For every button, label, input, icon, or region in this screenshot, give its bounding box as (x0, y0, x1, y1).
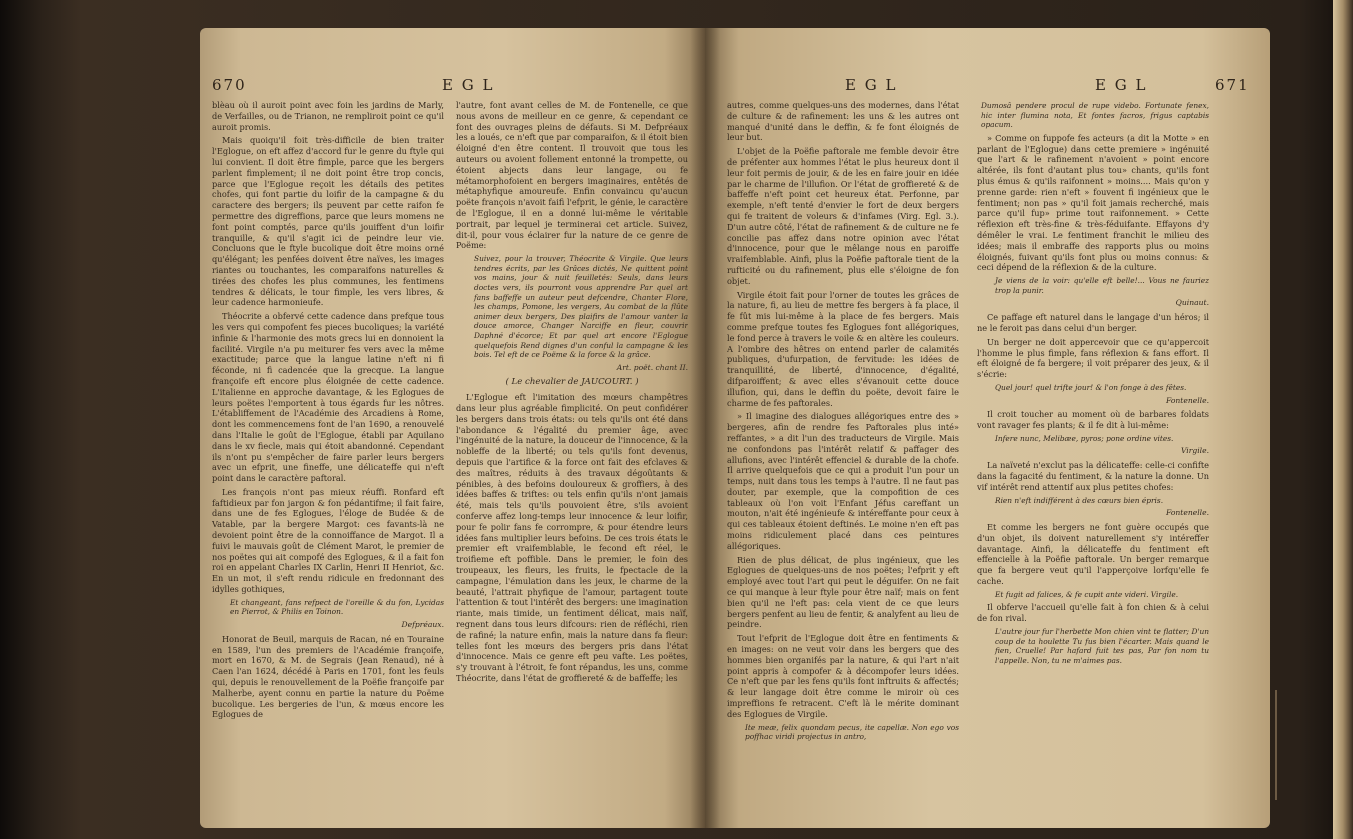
verse-quote: Dumosâ pendere procul de rupe videbo. Fortunate fenex, hic inter flumina nota, Et fontes facros, frigus captabis opacum. (981, 101, 1209, 130)
right-running-head-1: E G L (845, 76, 898, 94)
left-column-2 (456, 100, 688, 828)
right-running-head-2: E G L (1095, 76, 1148, 94)
left-page (200, 28, 705, 828)
paragraph: Théocrite a obfervé cette cadence dans prefque tous les vers qui compofent fes pieces bucoliques; la variété infinie & l'harmonie des mots grecs lui en donnoient la facilité. Virgile n'a pu meiturer fes vers avec la même exactitude; parce que la langue latine n'eft ni fi féconde, ni fi cadencée que la grecque. La langue françoife eft encore plus éloignée de cette cadence. L'italienne en approche davantage, & les Eglogues de leurs poëtes l'emportent à tous égards fur les nôtres. L'établiffement de l'Académie des Arcadiens à Rome, dont les commencemens font de l'an 1690, a renouvelé dans l'Italie le goût de l'Eglogue, établi par Aquilano dans le xv fiecle, mais qui étoit abandonné. Cependant ils n'ont pu s'empêcher de faire parler leurs bergers avec un efprit, une fineffe, une délicateffe qui n'eft point dans le caractère paftoral. (212, 311, 444, 484)
paragraph: l'autre, font avant celles de M. de Fontenelle, ce que nous avons de meilleur en ce genre, & cependant ce font des ouvrages pleins de défauts. Si M. Defpréaux les a loués, ce n'eft que par comparaifon, & il étoit bien éloigné d'en être content. Il trouvoit que tous les auteurs ou avoient follement entonné la trompette, ou étoient abjects dans leur langage, ou fe métamorphofoient en bergers imaginaires, entêtés de métaphyfique amoureufe. Enfin convaincu qu'aucun poëte françois n'avoit faifi l'efprit, le génie, le caractère de l'Eglogue, il en a donné lui-même le véritable portrait, par lequel je terminerai cet article. Suivez, dit-il, pour vous éclairer fur la nature de ce genre de Poëme: (456, 100, 688, 251)
paragraph: Ce paffage eft naturel dans le langage d'un héros; il ne le feroit pas dans celui d'un berger. (977, 312, 1209, 333)
paragraph: Les françois n'ont pas mieux réuffi. Ronfard eft faftidieux par fon jargon & fon pédantifme; il fait faire, dans une de fes Eglogues, l'éloge de Budée & de Vatable, par la bergere Margot: ces favants-là ne devoient point être de la connoiffance de Margot. Il a fuivi le mauvais goût de Clément Marot, le premier de nos poëtes qui ait compofé des Eglogues, & il a fait fon roi en appelant Charles IX Carlin, Henri II Henriot, &c. En un mot, il s'eft rendu ridicule en fredonnant des idylles gothiques, (212, 486, 444, 595)
left-column-1 (212, 100, 444, 828)
left-running-head: E G L (442, 76, 495, 94)
verse-quote: Quel jour! quel trifte jour! & l'on fonge à des fêtes. (995, 382, 1187, 392)
paragraph: La naïveté n'exclut pas la délicateffe: celle-ci confifte dans la fagacité du fentiment, & la nature la donne. Un vif intérêt rend attentif aux plus petites chofes: (977, 460, 1209, 492)
verse-quote: L'autre jour fur l'herbette Mon chien vint te flatter; D'un coup de ta houlette Tu fus bien l'écarter. Mais quand le fien, Cruelle! Par hafard fuit tes pas, Par fon nom tu l'appelle. Non, tu ne m'aimes pas. (995, 627, 1209, 665)
book-gutter (690, 28, 720, 828)
paragraph: Rien de plus délicat, de plus ingénieux, que les Eglogues de quelques-uns de nos poëtes; l'efprit y eft employé avec tout l'art qui peut le déguifer. On ne fait ce qui manque à leur ftyle pour être naïf; mais on fent bien qu'il ne l'eft pas: cela vient de ce que leurs bergers penfent au lieu de fentir, & analyfent au lieu de peindre. (727, 554, 959, 630)
verse-quote: Et changeant, fans refpect de l'oreille & du fon, Lycidas en Pierrot, & Philis en Toinon. (230, 597, 444, 617)
paragraph: Un berger ne doit appercevoir que ce qu'appercoit l'homme le plus fimple, fans réflexion & fans effort. Il eft éloigné de fa bergere; il voit préparer des jeux, & il s'écrie: (977, 336, 1209, 380)
citation: Defpréaux. (401, 620, 444, 630)
author-attribution: ( Le chevalier de JAUCOURT. ) (505, 377, 639, 388)
paragraph: Tout l'efprit de l'Eglogue doit être en fentiments & en images: on ne veut voir dans les bergers que des hommes bien organifés par la nature, & qui l'art n'ait point appris à compofer & à décompofer leurs idées. Ce n'eft que par les fens qu'ils font inftruits & affectés; & leur langage doit être comme le miroir où ces impreffions fe retracent. C'eft là le mérite dominant des Eglogues de Virgile. (727, 633, 959, 719)
paragraph: Il croit toucher au moment où de barbares foldats vont ravager fes plants; & il fe dit à lui-même: (977, 409, 1209, 431)
paragraph: » Comme on fuppofe fes acteurs (a dit la Motte » en parlant de l'Eglogue) dans cette premiere » ingénuité que l'art & le rafinement n'avoient » point encore altérée, ils font d'autant plus tou» chants, qu'ils font plus émus & qu'ils raifonnent » moins.... Mais qu'on y prenne garde: rien n'eft » fouvent fi ingénieux que le fentiment; non pas » qu'il foit jamais recherché, mais parce qu'il fup» prime tout raifonnement. » Cette réflexion eft très-fine & très-féduifante. Effayons d'y démêler le vrai. Le fentiment franchit le milieu des idées; mais il embraffe des rapports plus ou moins éloignés, fuivant qu'ils font plus ou moins connus: & ceci dépend de la réflexion & de la culture. (977, 132, 1209, 273)
page-mark (1275, 690, 1287, 800)
right-page-number: 671 (1215, 76, 1250, 94)
right-column-2 (977, 100, 1209, 828)
book-edge (1333, 0, 1353, 839)
citation: Virgile. (1180, 446, 1209, 456)
right-column-1 (727, 100, 959, 828)
paragraph: L'Eglogue eft l'imitation des mœurs champêtres dans leur plus agréable fimplicité. On peut confidérer les bergers dans trois états: ou tels qu'ils ont été dans l'abondance & l'égalité du premier âge, avec l'ingénuité de la nature, la douceur de l'innocence, & la nobleffe de la liberté; ou tels qu'ils font devenus, depuis que l'artifice & la force ont fait des efclaves & des maîtres, réduits à des travaux dégoûtants & pénibles, à des befoins douloureux & groffiers, à des idées baffes & triftes: ou tels enfin qu'ils n'ont jamais été, mais tels qu'ils pouvoient être, s'ils avoient conferve affez long-temps leur innocence & leur loifir, pour fe polir fans fe corrompre, & pour étendre leurs idées fans multiplier leurs befoins. De ces trois états le premier eft vraifemblable, le fecond eft réel, le troifieme eft poffible. Dans le premier, le foin des troupeaux, les fleurs, les fruits, le fpectacle de la campagne, l'émulation dans les jeux, le charme de la beauté, l'attrait phyfique de l'amour, partagent toute l'attention & tout l'intérêt des bergers: une imagination riante, mais timide, un fentiment délicat, mais naïf, regnent dans tous leurs difcours: rien de réfléchi, rien de rafiné; la nature enfin, mais la nature dans fa fleur: telles font les mœurs des bergers pris dans l'état d'innocence. Mais ce genre eft peu vafte. Les poëtes, s'y trouvant à l'étroit, fe font répandus, les uns, comme Théocrite, dans l'état de groffiereté & de baffeffe; les (456, 392, 688, 683)
citation: Art. poët. chant II. (616, 362, 688, 372)
paragraph: Honorat de Beuil, marquis de Racan, né en Touraine en 1589, l'un des premiers de l'Académie françoife, mort en 1670, & M. de Segrais (Jean Renaud), né à Caen l'an 1624, décédé à Paris en 1701, font les feuls qui, depuis le renouvellement de la Poëfie françoife par Malherbe, ayent connu en partie la nature du Poëme bucolique. Les bergeries de l'un, & mœus encore les Eglogues de (212, 633, 444, 720)
verse-quote: Infere nunc, Melibæe, pyros; pone ordine vites. (995, 433, 1174, 443)
verse-quote: Et fugit ad falices, & fe cupit ante videri. Virgile. (995, 589, 1179, 599)
right-page (705, 28, 1270, 828)
verse-quote: Je viens de la voir: qu'elle eft belle!... Vous ne fauriez trop la punir. (995, 276, 1209, 295)
paragraph: autres, comme quelques-uns des modernes, dans l'état de culture & de rafinement: les uns & les autres ont manqué d'unité dans le deffin, & fe font éloignés de leur but. (727, 100, 959, 143)
paragraph: L'objet de la Poëfie paftorale me femble devoir être de préfenter aux hommes l'état le plus heureux dont il leur foit permis de jouir, & de les en faire jouir en idée par le charme de l'illufion. Or l'état de groffiereté & de baffeffe n'eft point cet heureux état. Perfonne, par exemple, n'eft tenté d'envier le fort de deux bergers qui fe traitent de voleurs & d'infames (Virg. Egl. 3.). D'un autre côté, l'état de rafinement & de culture ne fe concilie pas affez dans notre opinion avec l'état d'innocence, pour que le mêlange nous en paroiffe vraifemblable. Ainfi, plus la Poëfie paftorale tient de la rufticité ou du rafinement, plus elle s'éloigne de fon objet. (727, 146, 959, 286)
paragraph: Il obferve l'accueil qu'elle fait à fon chien & à celui de fon rival. (977, 602, 1209, 624)
citation: Fontenelle. (1165, 395, 1209, 405)
paragraph: blèau où il auroit point avec foin les jardins de Marly, de Verfailles, ou de Trianon, ne rempliroit point ce qu'il auroit promis. (212, 100, 444, 132)
paragraph: » Il imagine des dialogues allégoriques entre des » bergeres, afin de rendre fes Paftorales plus inté» reffantes, » a dit l'un des traducteurs de Virgile. Mais ne confondons pas l'intérêt relatif & paffager des allufions, avec l'intérêt effenciel & durable de la chofe. Il arrive quelquefois que ce qui a produit l'un pour un temps, nuit dans tous les temps à l'autre. Il ne faut pas douter, par exemple, que la compofition de ces tableaux où l'on voit l'Enfant Jéfus careffant un mouton, n'ait été ingénieufe & intéreffante pour ceux à qui ces tableaux étoient deftinés. Le moine n'en eft pas moins ridiculement placé dans ces peintures allégoriques. (727, 411, 959, 551)
left-page-number: 670 (212, 76, 247, 94)
verse-quote: Rien n'eft indifférent à des cœurs bien épris. (995, 495, 1164, 505)
citation: Quinaut. (1175, 298, 1209, 308)
citation: Fontenelle. (1165, 508, 1209, 518)
verse-quote: Suivez, pour la trouver, Théocrite & Virgile. Que leurs tendres écrits, par les Grâces dictés, Ne quittent point vos mains, jour & nuit feuilletés: Seuls, dans leurs doctes vers, ils pourront vous apprendre Par quel art fans baffeffe un auteur peut defcendre, Chanter Flore, les champs, Pomone, les vergers, Au combat de la flûte animer deux bergers, Des plaifirs de l'amour vanter la douce amorce, Changer Narciffe en fleur, couvrir Daphné d'écorce; Et par quel art encore l'Eglogue quelquefois Rend dignes d'un conful la campagne & les bois. Tel eft de ce Poëme & la force & la grâce. (474, 254, 688, 360)
verse-quote: Ite meæ, felix quondam pecus, ite capellæ. Non ego vos poffhac viridi projectus in antro, (745, 722, 959, 742)
paragraph: Virgile étoit fait pour l'orner de toutes les grâces de la nature, fi, au lieu de mettre fes bergers à fa place, il fe fût mis lui-même à la place de fes bergers. Mais comme prefque toutes fes Eglogues font allégoriques, le fond perce à travers le voile & en altère les couleurs. A l'ombre des hêtres on entend parler de calamités publiques, d'ufurpation, de fervitude: les idées de tranquillité, de liberté, d'innocence, d'égalité, difparoiffent; & avec elles s'évanouit cette douce illufion, qui, dans le deffin du poëte, devoit faire le charme de fes paftorales. (727, 289, 959, 408)
paragraph: Mais quoiqu'il foit très-difficile de bien traiter l'Eglogue, on eft affez d'accord fur le genre du ftyle qui lui convient. Il doit être fimple, parce que les bergers parlent fimplement; il ne doit point être trop concis, parce que l'Eglogue reçoit les détails des petites chofes, qui font partie du loifir de la campagne & du caractere des bergers; ils peuvent par cette raifon fe permettre des digreffions, parce que leurs momens ne font point comptés, parce qu'ils jouiffent d'un loifir tranquille, & qu'il s'agit ici de peindre leur vie. Concluons que le ftyle bucolique doit être moins orné qu'élégant; les penfées doivent être naïves, les images riantes ou touchantes, les comparaifons naturelles & tirées des chofes les plus communes, les fentimens tendres & délicats, le tour fimple, les vers libres, & leur cadence harmonieufe. (212, 135, 444, 308)
paragraph: Et comme les bergers ne font guère occupés que d'un objet, ils doivent naturellement s'y intéreffer davantage. Ainfi, la délicateffe du fentiment eft effencielle à la Poëfie paftorale. Un berger remarque que fa bergere veut qu'il l'apperçoive lorfqu'elle fe cache. (977, 522, 1209, 587)
